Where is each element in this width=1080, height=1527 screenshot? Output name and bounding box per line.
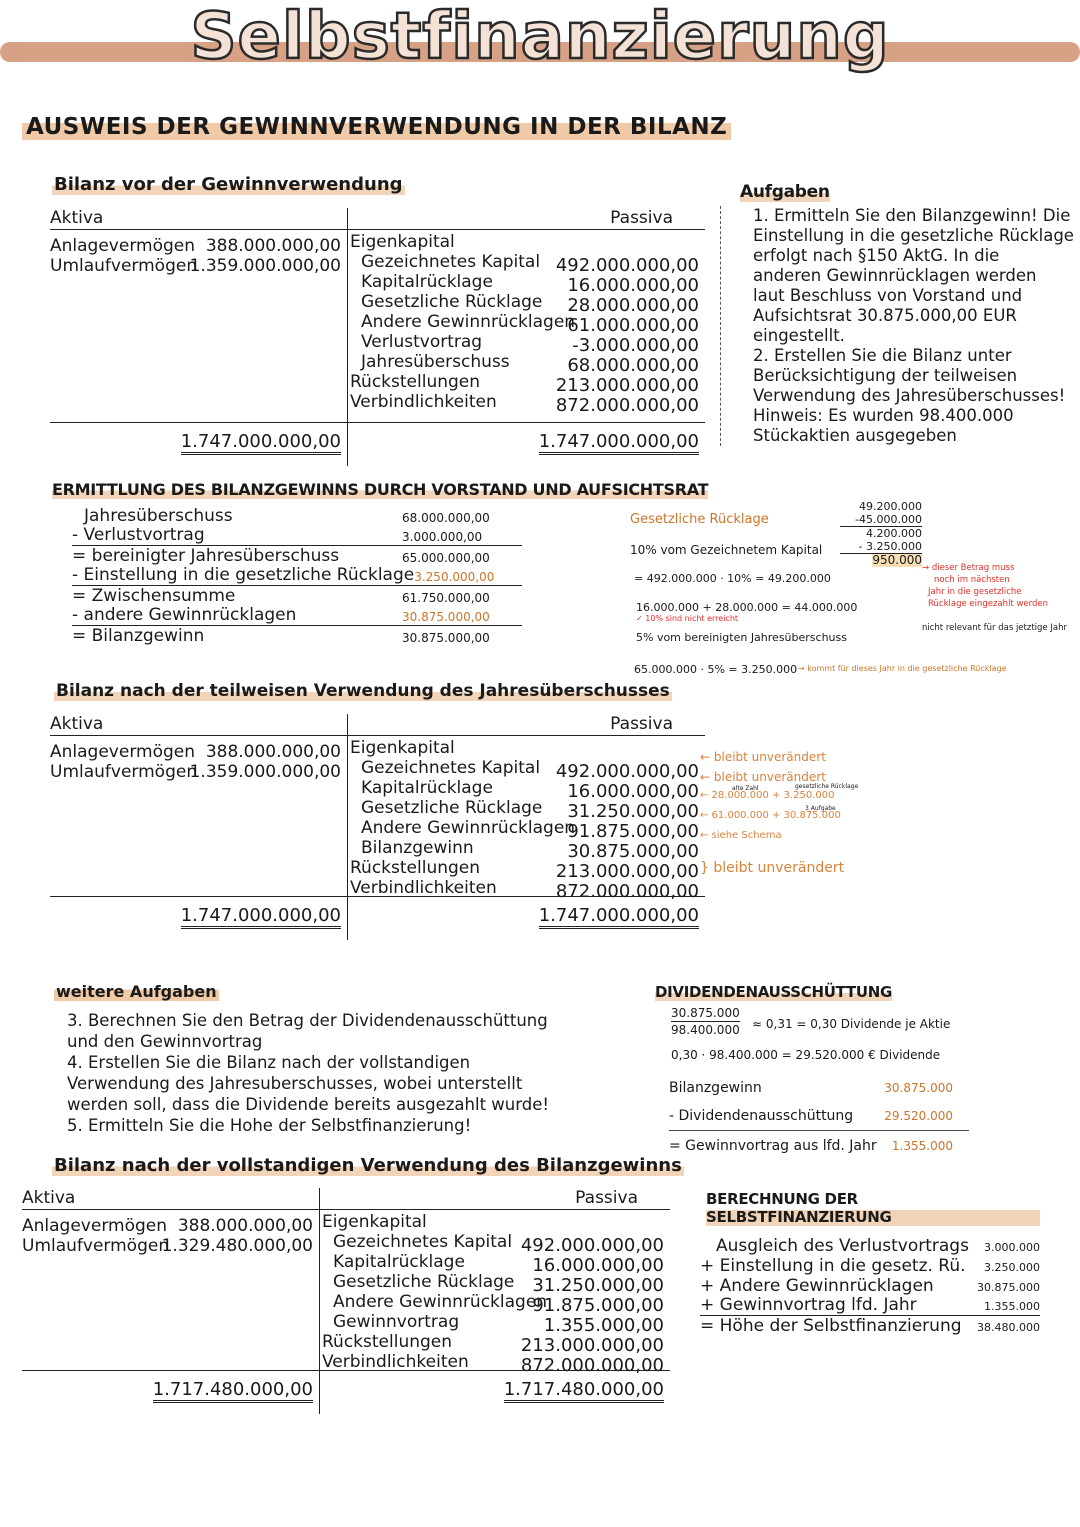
sheet1-title: Bilanz vor der Gewinnverwendung	[54, 174, 403, 195]
ermittlung-label: = Bilanzgewinn	[72, 626, 205, 646]
berechnung-row	[700, 1296, 1040, 1316]
passiva-label: Passiva	[610, 208, 673, 228]
ruecklage-note2: nicht relevant für das jetztige Jahr	[922, 623, 1067, 633]
berechnung-section	[700, 1190, 1040, 1336]
ruecklage-calc-line: 49.200.000	[859, 500, 922, 513]
center-line	[347, 714, 348, 940]
dividende-row	[669, 1073, 969, 1102]
aufgaben-line: eingestellt.	[753, 326, 845, 345]
passiva-item-value: 872.000.000,00	[555, 395, 699, 416]
weitere-line: werden soll, dass die Dividende bereits ausgezahlt wurde!	[67, 1095, 549, 1114]
ruecklage-line5: 65.000.000 · 5% = 3.250.000	[634, 663, 798, 676]
aktiva-item-value: 1.329.480.000,00	[161, 1236, 313, 1256]
dividende-row-label: - Dividendenausschüttung	[669, 1108, 854, 1124]
aktiva-item-label: Umlaufvermögen	[22, 1236, 170, 1256]
dividende-section	[655, 983, 975, 1163]
ruecklage-line3: 16.000.000 + 28.000.000 = 44.000.000	[636, 601, 858, 614]
ruecklage-line4: 5% vom bereinigten Jahresüberschuss	[636, 631, 847, 644]
note-label-alte-zahl: alte Zahl	[732, 785, 759, 792]
total-aktiva: 1.717.480.000,00	[153, 1380, 313, 1403]
dividende-row-value: 29.520.000	[884, 1109, 953, 1123]
passiva-item-label: Gesetzliche Rücklage	[361, 292, 543, 312]
passiva-item-label: Rückstellungen	[350, 372, 481, 392]
aktiva-label: Aktiva	[22, 1188, 76, 1208]
aktiva-item-value: 388.000.000,00	[205, 742, 341, 762]
ruecklage-calc-line: 4.200.000	[866, 527, 922, 540]
berechnung-row-value: 3.000.000	[984, 1241, 1040, 1254]
passiva-item-label: Bilanzgewinn	[361, 838, 474, 858]
passiva-label: Passiva	[610, 714, 673, 734]
aktiva-item-value: 388.000.000,00	[177, 1216, 313, 1236]
aktiva-label: Aktiva	[50, 714, 104, 734]
passiva-item-label: Rückstellungen	[350, 858, 481, 878]
berechnung-row	[700, 1256, 1040, 1276]
passiva-item-label: Gesetzliche Rücklage	[361, 798, 543, 818]
dividende-row-value: 1.355.000	[891, 1138, 953, 1153]
ermittlung-row	[72, 526, 522, 546]
ruecklage-red-note-line: noch im nächsten	[934, 575, 1010, 585]
note-label-gesetzliche: gesetzliche Rücklage	[795, 783, 859, 790]
weitere-line: 3. Berechnen Sie den Betrag der Dividendenausschüttung	[67, 1011, 548, 1030]
ermittlung-value: 30.875.000,00	[402, 610, 490, 624]
passiva-item-value: 68.000.000,00	[567, 355, 699, 376]
passiva-item-label: Rückstellungen	[322, 1332, 453, 1352]
passiva-item-value: 213.000.000,00	[555, 861, 699, 882]
ermittlung-label: - Einstellung in die gesetzliche Rücklage	[72, 565, 415, 585]
weitere-line: Verwendung des Jahresuberschusses, wobei unterstellt	[67, 1074, 523, 1093]
passiva-item-label: Andere Gewinnrücklagen	[361, 818, 576, 838]
passiva-item-label: Kapitalrücklage	[361, 272, 493, 292]
passiva-item-label: Verbindlichkeiten	[322, 1352, 469, 1372]
berechnung-table	[700, 1236, 1040, 1336]
page-title: Selbstfinanzierung	[190, 0, 890, 74]
sheet2-note: ← 28.000.000 + 3.250.000	[700, 790, 835, 801]
dividende-denominator: 98.400.000	[671, 1023, 740, 1037]
passiva-item-value: 492.000.000,00	[555, 255, 699, 276]
ruecklage-red-note-line: Rücklage eingezahlt werden	[928, 599, 1049, 609]
balance-sheet-partial	[50, 714, 705, 942]
ermittlung-label: = bereinigter Jahresüberschuss	[72, 546, 340, 566]
passiva-item-value: 31.250.000,00	[567, 801, 699, 822]
ermittlung-row	[72, 586, 522, 606]
dividende-row	[669, 1102, 969, 1131]
sheet2-note: ← bleibt unverändert	[700, 750, 826, 764]
passiva-label: Passiva	[575, 1188, 638, 1208]
berechnung-row-label: + Gewinnvortrag lfd. Jahr	[700, 1295, 917, 1315]
berechnung-row-value: 3.250.000	[984, 1261, 1040, 1274]
passiva-item-value: 872.000.000,00	[555, 881, 699, 902]
center-line	[319, 1188, 320, 1414]
sheet2-note: ← siehe Schema	[700, 830, 782, 841]
passiva-item-label: Verlustvortrag	[361, 332, 483, 352]
ermittlung-value: 3.000.000,00	[402, 530, 483, 544]
passiva-item-label: Verbindlichkeiten	[350, 878, 497, 898]
weitere-line: 5. Ermitteln Sie die Hohe der Selbstfinanzierung!	[67, 1116, 472, 1135]
weitere-text	[67, 1010, 549, 1136]
weitere-line: 4. Erstellen Sie die Bilanz nach der vollstandigen	[67, 1053, 471, 1072]
passiva-item-value: 492.000.000,00	[520, 1235, 664, 1256]
ermittlung-label: - andere Gewinnrücklagen	[72, 605, 297, 625]
sheet2-note: ← 61.000.000 + 30.875.000	[700, 810, 841, 821]
weitere-line: und den Gewinnvortrag	[67, 1032, 263, 1051]
ermittlung-value: 68.000.000,00	[402, 511, 490, 525]
berechnung-row-value: 38.480.000	[977, 1321, 1040, 1334]
total-passiva: 1.717.480.000,00	[504, 1380, 664, 1403]
aktiva-item-label: Anlagevermögen	[50, 236, 195, 256]
passiva-item-label: Kapitalrücklage	[361, 778, 493, 798]
ruecklage-line5-note: → kommt für dieses Jahr in die gesetzliche Rücklage	[798, 664, 1007, 673]
ruecklage-line2: = 492.000.000 · 10% = 49.200.000	[634, 572, 831, 585]
passiva-item-label: Andere Gewinnrücklagen	[333, 1292, 548, 1312]
dividende-row	[669, 1131, 969, 1160]
ermittlung-table	[72, 506, 522, 646]
passiva-item-value: 30.875.000,00	[567, 841, 699, 862]
aufgaben-line: 1. Ermitteln Sie den Bilanzgewinn! Die	[753, 206, 1071, 225]
ermittlung-value: 30.875.000,00	[402, 631, 490, 645]
aktiva-item-label: Umlaufvermögen	[50, 256, 198, 276]
total-line	[50, 422, 705, 423]
dividende-row-value: 30.875.000	[884, 1080, 953, 1095]
ermittlung-value: 61.750.000,00	[402, 591, 490, 605]
aufgaben-text	[720, 206, 1074, 446]
header-line	[22, 1209, 670, 1210]
passiva-item-value: 16.000.000,00	[532, 1255, 664, 1276]
berechnung-row-value: 1.355.000	[984, 1300, 1040, 1313]
balance-sheet-full	[22, 1188, 670, 1416]
passiva-item-value: -3.000.000,00	[572, 335, 699, 356]
ruecklage-calc-line: -45.000.000	[840, 513, 922, 527]
aufgaben-line: Aufsichtsrat 30.875.000,00 EUR	[753, 306, 1017, 325]
passiva-item-value: 492.000.000,00	[555, 761, 699, 782]
aufgaben-box	[720, 182, 1074, 446]
passiva-item-label: Gewinnvortrag	[333, 1312, 460, 1332]
passiva-item-label: Kapitalrücklage	[333, 1252, 465, 1272]
aktiva-item-value: 388.000.000,00	[205, 236, 341, 256]
weitere-title: weitere Aufgaben	[56, 982, 217, 1001]
passiva-item-value: 872.000.000,00	[520, 1355, 664, 1376]
aufgaben-line: Stückaktien ausgegeben	[753, 426, 957, 445]
dividende-line2: 0,30 · 98.400.000 = 29.520.000 € Dividende	[671, 1048, 941, 1062]
header-line	[50, 735, 705, 736]
passiva-item-value: 213.000.000,00	[520, 1335, 664, 1356]
aufgaben-line: Berücksichtigung der teilweisen	[753, 366, 1018, 385]
passiva-item-label: Jahresüberschuss	[361, 352, 510, 372]
ermittlung-row	[72, 606, 522, 626]
passiva-item-value: 1.355.000,00	[543, 1315, 664, 1336]
ruecklage-red-note-line: → dieser Betrag muss	[922, 563, 1015, 573]
ermittlung-value: 65.000.000,00	[402, 551, 490, 565]
aufgaben-line: Hinweis: Es wurden 98.400.000	[753, 406, 1014, 425]
passiva-item-label: Eigenkapital	[350, 738, 455, 758]
passiva-item-value: 91.875.000,00	[532, 1295, 664, 1316]
berechnung-row-label: = Höhe der Selbstfinanzierung	[700, 1316, 962, 1336]
berechnung-row	[700, 1276, 1040, 1296]
ermittlung-label: Jahresüberschuss	[84, 506, 233, 526]
aktiva-item-label: Umlaufvermögen	[50, 762, 198, 782]
ruecklage-calc-line: 950.000	[872, 553, 922, 567]
ruecklage-title: Gesetzliche Rücklage	[630, 512, 769, 527]
ruecklage-calc-line: - 3.250.000	[840, 540, 922, 554]
passiva-item-value: 16.000.000,00	[567, 781, 699, 802]
ermittlung-label: = Zwischensumme	[72, 586, 236, 606]
aufgaben-line: 2. Erstellen Sie die Bilanz unter	[753, 346, 1012, 365]
berechnung-row-value: 30.875.000	[977, 1281, 1040, 1294]
aufgaben-line: anderen Gewinnrücklagen werden	[753, 266, 1037, 285]
aktiva-item-value: 1.359.000.000,00	[189, 762, 341, 782]
ermittlung-value: 3.250.000,00	[414, 570, 495, 584]
aufgaben-line: Verwendung des Jahresüberschusses!	[753, 386, 1066, 405]
dividende-table	[669, 1073, 969, 1160]
dividende-row-label: Bilanzgewinn	[669, 1079, 762, 1096]
ruecklage-notes	[630, 500, 1070, 690]
passiva-item-label: Verbindlichkeiten	[350, 392, 497, 412]
passiva-item-label: Eigenkapital	[350, 232, 455, 252]
center-line	[347, 208, 348, 466]
passiva-item-value: 28.000.000,00	[567, 295, 699, 316]
dividende-row-label: = Gewinnvortrag aus lfd. Jahr	[669, 1137, 877, 1154]
aufgaben-line: erfolgt nach §150 AktG. In die	[753, 246, 1000, 265]
passiva-item-label: Eigenkapital	[322, 1212, 427, 1232]
sheet2-title: Bilanz nach der teilweisen Verwendung des Jahresüberschusses	[56, 681, 670, 701]
passiva-item-value: 61.000.000,00	[567, 315, 699, 336]
aktiva-item-value: 1.359.000.000,00	[189, 256, 341, 276]
ermittlung-title: ERMITTLUNG DES BILANZGEWINNS DURCH VORSTAND UND AUFSICHTSRAT	[52, 480, 709, 499]
berechnung-row	[700, 1236, 1040, 1256]
berechnung-row-label: + Einstellung in die gesetz. Rü.	[700, 1256, 966, 1276]
passiva-item-label: Andere Gewinnrücklagen	[361, 312, 576, 332]
sheet2-note: ← bleibt unverändert	[700, 770, 826, 784]
passiva-item-value: 31.250.000,00	[532, 1275, 664, 1296]
section-heading: AUSWEIS DER GEWINNVERWENDUNG IN DER BILANZ	[22, 114, 731, 140]
passiva-item-label: Gezeichnetes Kapital	[361, 758, 541, 778]
dividende-result: ≈ 0,31 = 0,30 Dividende je Aktie	[752, 1017, 951, 1031]
passiva-item-label: Gezeichnetes Kapital	[333, 1232, 513, 1252]
dividende-numerator: 30.875.000	[671, 1006, 740, 1020]
aktiva-item-label: Anlagevermögen	[50, 742, 195, 762]
passiva-item-value: 16.000.000,00	[567, 275, 699, 296]
total-passiva: 1.747.000.000,00	[539, 906, 699, 929]
passiva-item-label: Gesetzliche Rücklage	[333, 1272, 515, 1292]
note-label-aufgabe: 3 Aufgabe	[805, 805, 836, 812]
ruecklage-calc	[840, 500, 922, 567]
passiva-item-label: Gezeichnetes Kapital	[361, 252, 541, 272]
passiva-item-value: 91.875.000,00	[567, 821, 699, 842]
aufgaben-line: laut Beschluss von Vorstand und	[753, 286, 1023, 305]
passiva-item-value: 213.000.000,00	[555, 375, 699, 396]
ruecklage-red-note	[922, 562, 1048, 610]
aufgaben-line: Einstellung in die gesetzliche Rücklage	[753, 226, 1074, 245]
total-aktiva: 1.747.000.000,00	[181, 906, 341, 929]
aktiva-label: Aktiva	[50, 208, 104, 228]
header-line	[50, 229, 705, 230]
ruecklage-line3-note: ✓ 10% sind nicht erreicht	[636, 614, 739, 623]
berechnung-row-label: Ausgleich des Verlustvortrags	[716, 1236, 969, 1256]
ermittlung-row	[72, 626, 522, 646]
sheet2-notes	[700, 750, 900, 890]
balance-sheet-before	[50, 208, 705, 468]
dividende-title: DIVIDENDENAUSSCHÜTTUNG	[655, 983, 892, 1001]
ermittlung-row	[72, 566, 522, 586]
ermittlung-row	[72, 506, 522, 526]
ruecklage-line1: 10% vom Gezeichnetem Kapital	[630, 543, 823, 557]
berechnung-title: BERECHNUNG DER SELBSTFINANZIERUNG	[706, 1190, 1040, 1226]
ermittlung-row	[72, 546, 522, 566]
sheet3-title: Bilanz nach der vollstandigen Verwendung des Bilanzgewinns	[54, 1155, 682, 1176]
sheet2-note: } bleibt unverändert	[700, 860, 845, 876]
berechnung-row-label: + Andere Gewinnrücklagen	[700, 1276, 934, 1296]
total-aktiva: 1.747.000.000,00	[181, 432, 341, 455]
ruecklage-red-note-line: Jahr in die gesetzliche	[928, 587, 1022, 597]
ermittlung-label: - Verlustvortrag	[72, 525, 205, 545]
aufgaben-title: Aufgaben	[740, 182, 830, 202]
aktiva-item-label: Anlagevermögen	[22, 1216, 167, 1236]
total-passiva: 1.747.000.000,00	[539, 432, 699, 455]
berechnung-row	[700, 1316, 1040, 1336]
